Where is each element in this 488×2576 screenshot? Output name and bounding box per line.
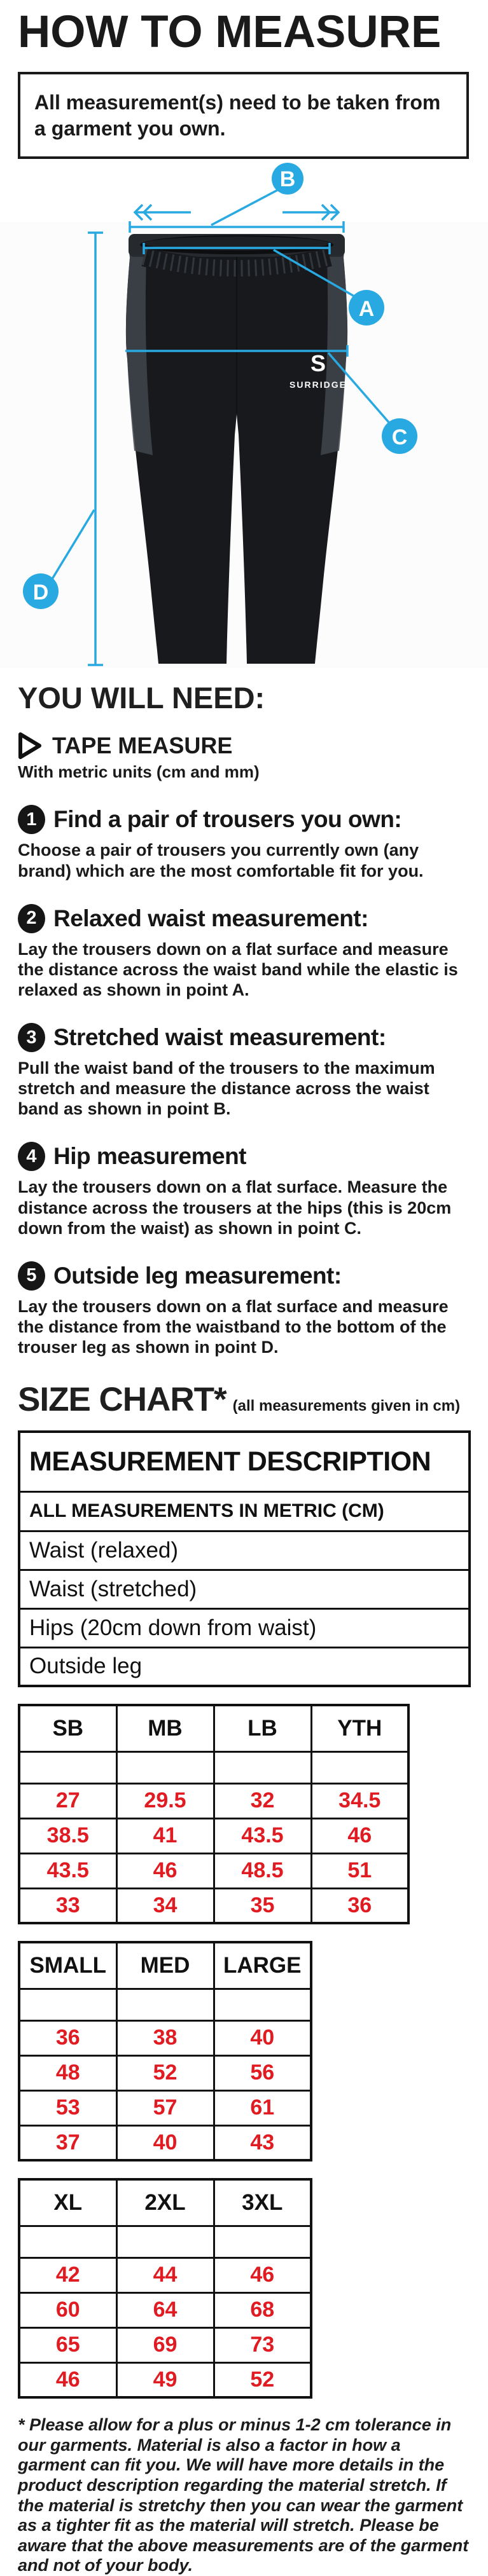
step-4-body: Lay the trousers down on a flat surface. Measure the distance across the trousers at the hips (this is 20cm down from the waist) as shown in point C. [18,1177,452,1238]
size-value-cell: 46 [214,2257,311,2292]
size-header-cell: XL [19,2179,116,2226]
size-chart-heading-row [18,1380,470,1419]
tape-measure-note: With metric units (cm and mm) [18,762,260,782]
step-5 [18,1261,470,1357]
measurement-row-label: Hips (20cm down from waist) [19,1608,470,1647]
measurement-table-header: MEASUREMENT DESCRIPTION [19,1432,470,1491]
size-value-cell: 27 [19,1783,116,1818]
size-value-cell: 36 [311,1888,408,1923]
size-value-cell: 38.5 [19,1818,116,1853]
size-value-cell: 35 [214,1888,311,1923]
step-1-body: Choose a pair of trousers you currently own (any brand) which are the most comfortable fit for you. [18,840,424,880]
size-value-cell: 42 [19,2257,116,2292]
size-header-cell: SB [19,1705,116,1751]
size-value-cell: 52 [214,2362,311,2397]
size-value-cell: 43.5 [214,1818,311,1853]
step-1 [18,805,470,880]
measurement-table-subheader: ALL MEASUREMENTS IN METRIC (CM) [19,1491,470,1531]
size-value-cell: 52 [116,2055,214,2090]
size-chart-note: (all measurements given in cm) [232,1397,461,1415]
size-value-cell: 56 [214,2055,311,2090]
size-value-cell: 48.5 [214,1853,311,1888]
size-header-cell: SMALL [19,1942,116,1989]
size-value-cell: 46 [19,2362,116,2397]
size-header-cell: MED [116,1942,214,1989]
size-empty-cell [116,1989,214,2020]
size-header-cell: YTH [311,1705,408,1751]
size-value-cell: 69 [116,2327,214,2362]
size-empty-cell [19,1751,116,1783]
step-5-body: Lay the trousers down on a flat surface and measure the distance from the waistband to the bottom of the trouser leg as shown in point D. [18,1296,449,1357]
step-4 [18,1142,470,1238]
size-table-junior [18,1704,410,1924]
size-empty-cell [214,2226,311,2257]
step-4-badge: 4 [18,1142,45,1171]
you-will-need-heading: YOU WILL NEED: [18,681,265,715]
disclaimer-text: * Please allow for a plus or minus 1-2 cm tolerance in our garments. Material is also a factor in how a garment can fit you. We will have more details in the product description regarding the material stretch. If the material is stretchy then you can wear the garment as a tighter fit as the material will stretch. Please be aware that the above measurements are of the garment and not of your body. [18,2415,469,2575]
measurement-row-label: Outside leg [19,1647,470,1686]
measurement-table-body [19,1432,470,1686]
tape-measure-row [18,732,470,760]
step-3-badge: 3 [18,1023,45,1052]
size-header-cell: 2XL [116,2179,214,2226]
step-4-title: Hip measurement [53,1143,246,1170]
brand-logo-text: SURRIDGE [289,380,347,390]
size-value-cell: 57 [116,2090,214,2125]
trouser-measure-diagram [0,161,488,670]
size-value-cell: 34.5 [311,1783,408,1818]
size-header-cell: MB [116,1705,214,1751]
size-value-cell: 43 [214,2125,311,2160]
size-empty-cell [214,1989,311,2020]
size-value-cell: 64 [116,2292,214,2327]
size-chart-title: SIZE CHART* [18,1381,227,1419]
step-3-body: Pull the waist band of the trousers to the maximum stretch and measure the distance across the waist band as shown in point B. [18,1058,435,1119]
step-3-title: Stretched waist measurement: [53,1024,386,1051]
size-header-cell: LARGE [214,1942,311,1989]
marker-d-label: D [32,580,49,605]
tape-measure-icon [18,732,42,760]
size-value-cell: 68 [214,2292,311,2327]
size-value-cell: 48 [19,2055,116,2090]
size-value-cell: 61 [214,2090,311,2125]
size-value-cell: 53 [19,2090,116,2125]
size-header-cell: 3XL [214,2179,311,2226]
size-empty-cell [116,2226,214,2257]
size-empty-cell [19,2226,116,2257]
notice-box [18,72,469,160]
step-1-title: Find a pair of trousers you own: [53,806,402,833]
tape-measure-label: TAPE MEASURE [52,732,233,759]
step-2-body: Lay the trousers down on a flat surface and measure the distance across the waist band while the elastic is relaxed as shown in point A. [18,939,458,999]
size-value-cell: 60 [19,2292,116,2327]
size-value-cell: 36 [19,2020,116,2055]
size-empty-cell [116,1751,214,1783]
marker-c-label: C [391,425,408,450]
size-table-adult [18,1941,312,2162]
size-value-cell: 40 [116,2125,214,2160]
size-value-cell: 46 [311,1818,408,1853]
size-value-cell: 65 [19,2327,116,2362]
size-value-cell: 40 [214,2020,311,2055]
measurement-row-label: Waist (stretched) [19,1570,470,1608]
step-5-badge: 5 [18,1261,45,1291]
notice-text: All measurement(s) need to be taken from a garment you own. [34,90,441,140]
size-value-cell: 49 [116,2362,214,2397]
b-pointer-line [211,189,279,225]
size-empty-cell [19,1989,116,2020]
trouser-diagram-svg [0,161,488,670]
step-2-badge: 2 [18,904,45,933]
size-value-cell: 37 [19,2125,116,2160]
size-value-cell: 43.5 [19,1853,116,1888]
size-value-cell: 51 [311,1853,408,1888]
step-5-title: Outside leg measurement: [53,1262,342,1289]
step-2 [18,904,470,1000]
size-value-cell: 44 [116,2257,214,2292]
page-title: HOW TO MEASURE [18,7,442,57]
size-empty-cell [214,1751,311,1783]
size-value-cell: 34 [116,1888,214,1923]
step-3 [18,1023,470,1119]
size-value-cell: 33 [19,1888,116,1923]
step-2-title: Relaxed waist measurement: [53,905,368,931]
brand-mark: S [310,350,326,377]
measurement-row-label: Waist (relaxed) [19,1531,470,1570]
size-value-cell: 29.5 [116,1783,214,1818]
size-value-cell: 73 [214,2327,311,2362]
size-value-cell: 38 [116,2020,214,2055]
size-value-cell: 32 [214,1783,311,1818]
measurement-description-table [18,1430,471,1687]
size-table-xl [18,2178,312,2399]
size-value-cell: 41 [116,1818,214,1853]
step-1-badge: 1 [18,805,45,834]
size-value-cell: 46 [116,1853,214,1888]
size-empty-cell [311,1751,408,1783]
marker-b-label: B [279,167,296,192]
size-header-cell: LB [214,1705,311,1751]
marker-a-label: A [358,297,375,322]
